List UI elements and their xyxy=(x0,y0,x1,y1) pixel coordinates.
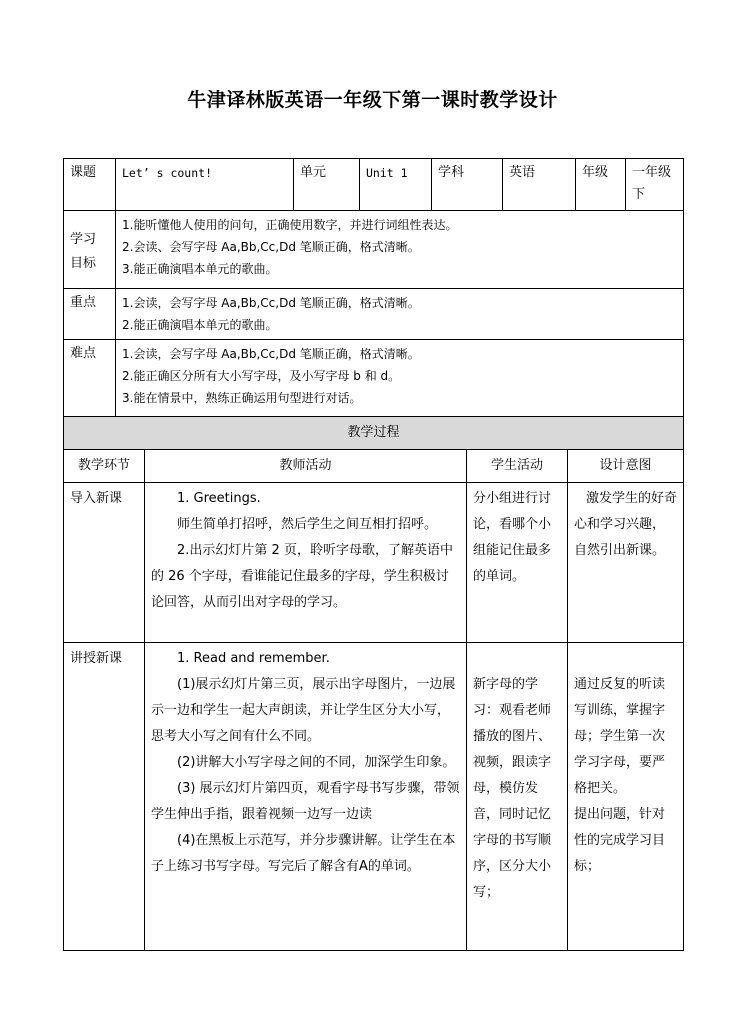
xueke-value: 英语 xyxy=(503,159,576,211)
keti-label: 课题 xyxy=(64,159,116,211)
stage-cell: 讲授新课 xyxy=(64,643,145,951)
goal-item: 2.会读、会写字母 Aa,Bb,Cc,Dd 笔顺正确，格式清晰。 xyxy=(122,240,420,254)
goals-content xyxy=(116,211,684,289)
xueke-label: 学科 xyxy=(432,159,503,211)
column-header: 教师活动 xyxy=(145,450,467,483)
stage-cell: 导入新课 xyxy=(64,483,145,643)
key-points-content xyxy=(116,289,684,340)
goals-label: 学习目标 xyxy=(64,211,116,289)
teacher-cell xyxy=(145,643,467,951)
difficulties-content xyxy=(116,340,684,417)
table-row xyxy=(64,483,684,643)
nianji-value: 一年级下 xyxy=(626,159,684,211)
page-title: 牛津译林版英语一年级下第一课时教学设计 xyxy=(187,89,558,111)
key-point-item: 1.会读，会写字母 Aa,Bb,Cc,Dd 笔顺正确，格式清晰。 xyxy=(122,296,420,310)
teacher-step: 1. Greetings. xyxy=(177,491,261,506)
danyuan-value: Unit 1 xyxy=(360,159,432,211)
intent-cell: 通过反复的听读写训练，掌握字母；学生第一次学习字母，要严格把关。 提出问题，针对性的完成学习目标； xyxy=(568,643,684,951)
goal-item: 1.能听懂他人使用的问句，正确使用数字，并进行词组性表达。 xyxy=(122,218,458,232)
info-table xyxy=(63,158,684,417)
danyuan-label: 单元 xyxy=(294,159,360,211)
teacher-step: (4)在黑板上示范写，并分步骤讲解。让学生在本子上练习书写字母。写完后了解含有A的单词。 xyxy=(151,833,456,874)
key-point-item: 2.能正确演唱本单元的歌曲。 xyxy=(122,318,278,332)
nianji-label: 年级 xyxy=(576,159,626,211)
process-table xyxy=(63,416,684,951)
keti-value: Let’ s count! xyxy=(116,159,294,211)
teacher-step: (2)讲解大小写字母之间的不同，加深学生印象。 xyxy=(177,755,456,770)
difficulty-item: 3.能在情景中，熟练正确运用句型进行对话。 xyxy=(122,391,362,405)
intent-cell: 激发学生的好奇心和学习兴趣，自然引出新课。 xyxy=(568,483,684,643)
teacher-step: (1)展示幻灯片第三页，展示出字母图片，一边展示一边和学生一起大声朗读，并让学生区分大小写，思考大小写之间有什么不同。 xyxy=(151,677,456,744)
column-header: 学生活动 xyxy=(467,450,568,483)
teacher-step: (3) 展示幻灯片第四页，观看字母书写步骤，带领学生伸出手指，跟着视频一边写一边读 xyxy=(151,781,460,822)
difficulties-label: 难点 xyxy=(64,340,116,417)
process-header: 教学过程 xyxy=(64,417,684,450)
teacher-step: 2.出示幻灯片第 2 页，聆听字母歌，了解英语中的 26 个字母，看谁能记住最多的字母，学生积极讨论回答，从而引出对字母的学习。 xyxy=(151,543,453,610)
key-points-label: 重点 xyxy=(64,289,116,340)
difficulty-item: 2.能正确区分所有大小写字母，及小写字母 b 和 d。 xyxy=(122,369,401,383)
difficulty-item: 1.会读，会写字母 Aa,Bb,Cc,Dd 笔顺正确，格式清晰。 xyxy=(122,347,420,361)
teacher-cell xyxy=(145,483,467,643)
column-header: 设计意图 xyxy=(568,450,684,483)
teacher-step: 师生简单打招呼，然后学生之间互相打招呼。 xyxy=(177,517,438,532)
teacher-step: 1. Read and remember. xyxy=(177,651,330,666)
student-cell: 分小组进行讨论，看哪个小组能记住最多的单词。 xyxy=(467,483,568,643)
student-cell: 新字母的学习：观看老师播放的图片、视频，跟读字母，模仿发音，同时记忆字母的书写顺序，区分大小写； xyxy=(467,643,568,951)
goal-item: 3.能正确演唱本单元的歌曲。 xyxy=(122,262,278,276)
table-row xyxy=(64,643,684,951)
column-header: 教学环节 xyxy=(64,450,145,483)
